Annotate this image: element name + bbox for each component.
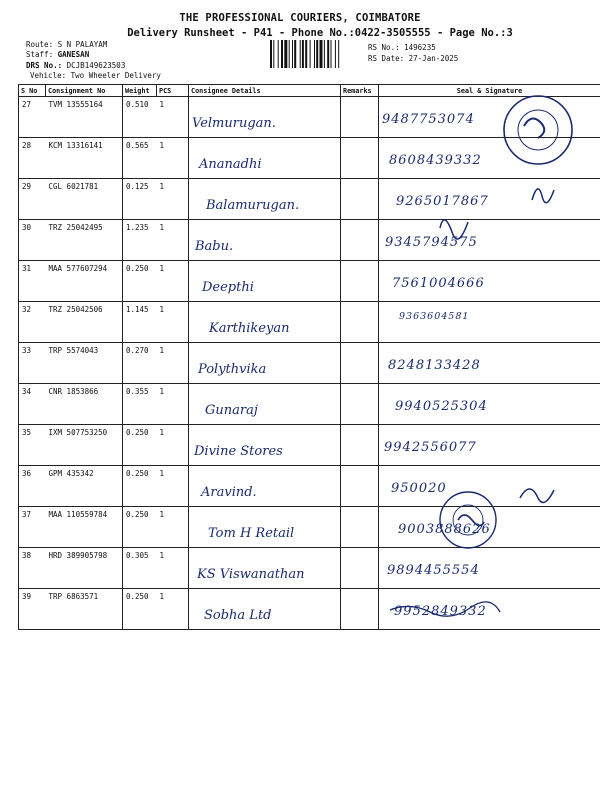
- row-signature-text: 9894455554: [387, 563, 480, 578]
- barcode-bar: [281, 40, 283, 68]
- row-signature-text: 9952849332: [394, 604, 487, 619]
- row-pcs-text: 1: [159, 264, 165, 273]
- row-sno-text: 36: [22, 469, 32, 478]
- row-signature: [379, 179, 600, 220]
- table-row: [19, 138, 600, 179]
- row-signature-text: 9265017867: [396, 194, 489, 209]
- row-consignee-text: Tom H Retail: [208, 526, 295, 541]
- row-pcs-text: 1: [159, 346, 165, 355]
- barcode-bar: [314, 40, 315, 68]
- row-pcs: [157, 466, 189, 507]
- row-sno: [19, 138, 46, 179]
- staff-value: GANESAN: [57, 50, 90, 59]
- vehicle-value: Two Wheeler Delivery: [70, 71, 161, 80]
- row-pcs-text: 1: [159, 592, 165, 601]
- row-consignee: [189, 466, 341, 507]
- row-consignee-text: Velmurugan.: [192, 116, 276, 131]
- row-weight: [123, 384, 157, 425]
- row-sno: [19, 97, 46, 138]
- row-consignment: [46, 97, 123, 138]
- row-pcs-text: 1: [159, 428, 165, 437]
- row-weight-text: 0.250: [126, 510, 149, 519]
- barcode-bar: [270, 40, 272, 68]
- row-weight: [123, 138, 157, 179]
- row-consignee-text: Gunaraj: [205, 403, 258, 418]
- row-sno: [19, 548, 46, 589]
- row-weight: [123, 302, 157, 343]
- row-pcs: [157, 425, 189, 466]
- staff-label: Staff:: [26, 50, 54, 59]
- col-consignment: Consignment No: [46, 85, 123, 97]
- row-sno: [19, 425, 46, 466]
- row-signature-text: 950020: [391, 481, 447, 496]
- row-sno: [19, 343, 46, 384]
- row-consignee-text: Ananadhi: [199, 157, 262, 172]
- table-row: [19, 466, 600, 507]
- drs-value: DCJB149623503: [66, 61, 126, 70]
- row-consignee: [189, 261, 341, 302]
- row-signature-text: 9003888626: [398, 522, 491, 537]
- row-weight: [123, 548, 157, 589]
- row-pcs-text: 1: [159, 305, 165, 314]
- row-remarks: [341, 302, 379, 343]
- row-weight: [123, 589, 157, 630]
- row-weight-text: 0.270: [126, 346, 149, 355]
- route-line: [26, 40, 107, 49]
- row-consignment: [46, 507, 123, 548]
- rs-no-line: [368, 43, 436, 52]
- row-weight-text: 0.250: [126, 592, 149, 601]
- barcode-bar: [310, 40, 311, 68]
- row-weight: [123, 179, 157, 220]
- row-consignee: [189, 343, 341, 384]
- barcode-bar: [278, 40, 279, 68]
- row-sno-text: 29: [22, 182, 32, 191]
- row-signature: [379, 548, 600, 589]
- row-consignee-text: Divine Stores: [194, 444, 283, 459]
- row-pcs-text: 1: [159, 100, 165, 109]
- barcode-bar: [324, 40, 325, 68]
- rs-no-value: 1496235: [404, 43, 436, 52]
- table-row: [19, 220, 600, 261]
- row-pcs: [157, 179, 189, 220]
- barcode-bar: [289, 40, 290, 68]
- row-consignment-text: KCM 13316141: [48, 141, 103, 150]
- row-sno-text: 28: [22, 141, 32, 150]
- row-weight: [123, 425, 157, 466]
- row-signature-text: 9345794575: [385, 235, 478, 250]
- row-weight: [123, 220, 157, 261]
- row-sno: [19, 220, 46, 261]
- row-consignment-text: TRP 5574043: [48, 346, 99, 355]
- row-consignee: [189, 589, 341, 630]
- row-weight-text: 0.250: [126, 264, 149, 273]
- row-consignment-text: MAA 110559784: [48, 510, 108, 519]
- row-signature-text: 8248133428: [388, 358, 481, 373]
- row-sno: [19, 179, 46, 220]
- row-sno-text: 37: [22, 510, 32, 519]
- table-row: [19, 179, 600, 220]
- row-sno-text: 34: [22, 387, 32, 396]
- row-consignee: [189, 138, 341, 179]
- drs-line: [26, 61, 125, 70]
- col-signature: Seal & Signature: [379, 85, 600, 97]
- row-remarks: [341, 179, 379, 220]
- row-consignment-text: CGL 6021781: [48, 182, 99, 191]
- table-header-row: [19, 85, 600, 97]
- row-sno: [19, 507, 46, 548]
- row-consignment-text: TRZ 25042506: [48, 305, 103, 314]
- col-weight: Weight: [123, 85, 157, 97]
- row-signature: [379, 343, 600, 384]
- row-signature-text: 9940525304: [395, 399, 488, 414]
- table-row: [19, 343, 600, 384]
- row-consignee-text: Sobha Ltd: [204, 608, 272, 623]
- row-weight-text: 0.305: [126, 551, 149, 560]
- row-weight-text: 0.250: [126, 469, 149, 478]
- row-weight: [123, 466, 157, 507]
- row-weight-text: 0.565: [126, 141, 149, 150]
- row-consignment-text: HRD 389905798: [48, 551, 108, 560]
- row-consignment: [46, 343, 123, 384]
- drs-label: DRS No.:: [26, 61, 63, 70]
- table-row: [19, 507, 600, 548]
- row-consignment: [46, 179, 123, 220]
- row-remarks: [341, 384, 379, 425]
- row-pcs-text: 1: [159, 551, 165, 560]
- table-row: [19, 589, 600, 630]
- table-row: [19, 97, 600, 138]
- barcode-bar: [327, 40, 329, 68]
- row-signature: [379, 220, 600, 261]
- rs-date-line: [368, 54, 458, 63]
- row-weight-text: 0.250: [126, 428, 149, 437]
- row-consignment-text: TVM 13555164: [48, 100, 103, 109]
- row-sno-text: 27: [22, 100, 32, 109]
- row-pcs: [157, 261, 189, 302]
- row-consignee-text: KS Viswanathan: [197, 567, 305, 582]
- row-consignee: [189, 179, 341, 220]
- row-consignment-text: CNR 1853866: [48, 387, 99, 396]
- row-sno: [19, 384, 46, 425]
- row-weight-text: 1.145: [126, 305, 149, 314]
- row-remarks: [341, 220, 379, 261]
- row-signature: [379, 589, 600, 630]
- col-pcs: PCS: [157, 85, 189, 97]
- row-consignee: [189, 384, 341, 425]
- row-weight-text: 0.510: [126, 100, 149, 109]
- row-signature: [379, 507, 600, 548]
- row-signature-text: 9363604581: [399, 311, 470, 322]
- row-pcs: [157, 384, 189, 425]
- row-consignment-text: GPM 435342: [48, 469, 94, 478]
- runsheet-table: [18, 84, 600, 630]
- rs-date-label: RS Date:: [368, 54, 405, 63]
- col-sno: S No: [19, 85, 46, 97]
- row-sno-text: 35: [22, 428, 32, 437]
- row-weight-text: 0.355: [126, 387, 149, 396]
- barcode-bar: [320, 40, 323, 68]
- row-sno-text: 32: [22, 305, 32, 314]
- row-signature: [379, 384, 600, 425]
- row-pcs: [157, 589, 189, 630]
- row-remarks: [341, 589, 379, 630]
- row-weight: [123, 507, 157, 548]
- row-signature: [379, 138, 600, 179]
- col-consignee: Consignee Details: [189, 85, 341, 97]
- row-weight: [123, 97, 157, 138]
- row-pcs-text: 1: [159, 469, 165, 478]
- row-consignee-text: Polythvika: [198, 362, 267, 377]
- row-pcs: [157, 97, 189, 138]
- row-remarks: [341, 425, 379, 466]
- row-remarks: [341, 343, 379, 384]
- row-pcs-text: 1: [159, 182, 165, 191]
- row-remarks: [341, 138, 379, 179]
- row-consignee-text: Karthikeyan: [209, 321, 290, 336]
- table-row: [19, 261, 600, 302]
- vehicle-line: [30, 71, 161, 80]
- row-consignment: [46, 138, 123, 179]
- row-pcs-text: 1: [159, 387, 165, 396]
- row-remarks: [341, 97, 379, 138]
- barcode-bar: [335, 40, 336, 68]
- barcode-bar: [338, 40, 339, 68]
- table-row: [19, 548, 600, 589]
- row-sno: [19, 466, 46, 507]
- row-pcs: [157, 548, 189, 589]
- row-consignee: [189, 302, 341, 343]
- table-row: [19, 302, 600, 343]
- row-signature: [379, 425, 600, 466]
- row-consignment: [46, 548, 123, 589]
- row-sno: [19, 302, 46, 343]
- row-consignee-text: Deepthi: [202, 280, 254, 295]
- row-consignment: [46, 466, 123, 507]
- row-sno-text: 31: [22, 264, 32, 273]
- row-consignee: [189, 425, 341, 466]
- row-consignment: [46, 302, 123, 343]
- row-sno: [19, 589, 46, 630]
- staff-line: [26, 50, 89, 59]
- barcode-bar: [294, 40, 296, 68]
- row-consignee: [189, 97, 341, 138]
- route-label: Route:: [26, 40, 54, 49]
- row-weight: [123, 343, 157, 384]
- row-signature: [379, 466, 600, 507]
- row-consignment: [46, 220, 123, 261]
- row-consignee: [189, 507, 341, 548]
- row-consignment: [46, 589, 123, 630]
- row-consignment-text: MAA 577607294: [48, 264, 108, 273]
- runsheet-title: Delivery Runsheet - P41 - Phone No.:0422-3505555 - Page No.:3: [127, 27, 513, 39]
- row-sno-text: 39: [22, 592, 32, 601]
- row-consignment: [46, 261, 123, 302]
- row-weight-text: 1.235: [126, 223, 149, 232]
- row-signature-text: 9487753074: [382, 112, 475, 127]
- company-title: THE PROFESSIONAL COURIERS, COIMBATORE: [179, 12, 421, 24]
- row-pcs: [157, 343, 189, 384]
- row-pcs: [157, 138, 189, 179]
- row-consignee-text: Babu.: [195, 239, 234, 254]
- row-pcs-text: 1: [159, 223, 165, 232]
- row-consignment: [46, 425, 123, 466]
- row-pcs: [157, 302, 189, 343]
- barcode-bar: [300, 40, 301, 68]
- barcode-bar: [292, 40, 293, 68]
- row-consignment-text: IXM 507753250: [48, 428, 108, 437]
- barcode-bar: [284, 40, 287, 68]
- barcode-bar: [302, 40, 304, 68]
- row-weight: [123, 261, 157, 302]
- row-pcs-text: 1: [159, 141, 165, 150]
- row-remarks: [341, 261, 379, 302]
- row-signature-text: 8608439332: [389, 153, 482, 168]
- rs-date-value: 27-Jan-2025: [408, 54, 459, 63]
- row-consignee: [189, 220, 341, 261]
- row-remarks: [341, 507, 379, 548]
- barcode-bar: [273, 40, 274, 68]
- table-body: [19, 97, 600, 630]
- row-pcs: [157, 507, 189, 548]
- table-row: [19, 425, 600, 466]
- row-signature: [379, 97, 600, 138]
- vehicle-label: Vehicle:: [30, 71, 67, 80]
- row-consignee-text: Aravind.: [201, 485, 257, 500]
- row-sno-text: 30: [22, 223, 32, 232]
- barcode-bar: [331, 40, 332, 68]
- barcode-bar: [305, 40, 307, 68]
- row-remarks: [341, 466, 379, 507]
- row-pcs: [157, 220, 189, 261]
- row-sno-text: 33: [22, 346, 32, 355]
- row-signature: [379, 261, 600, 302]
- row-signature-text: 7561004666: [392, 276, 485, 291]
- row-signature-text: 9942556077: [384, 440, 477, 455]
- row-weight-text: 0.125: [126, 182, 149, 191]
- row-consignee: [189, 548, 341, 589]
- rs-no-label: RS No.:: [368, 43, 400, 52]
- row-sno: [19, 261, 46, 302]
- barcode-bar: [316, 40, 318, 68]
- row-pcs-text: 1: [159, 510, 165, 519]
- row-consignee-text: Balamurugan.: [206, 198, 300, 213]
- row-consignment-text: TRZ 25042495: [48, 223, 103, 232]
- table-row: [19, 384, 600, 425]
- row-consignment-text: TRP 6863571: [48, 592, 99, 601]
- route-value: S N PALAYAM: [57, 40, 108, 49]
- row-signature: [379, 302, 600, 343]
- barcode: [270, 40, 360, 68]
- row-sno-text: 38: [22, 551, 32, 560]
- col-remarks: Remarks: [341, 85, 379, 97]
- row-remarks: [341, 548, 379, 589]
- row-consignment: [46, 384, 123, 425]
